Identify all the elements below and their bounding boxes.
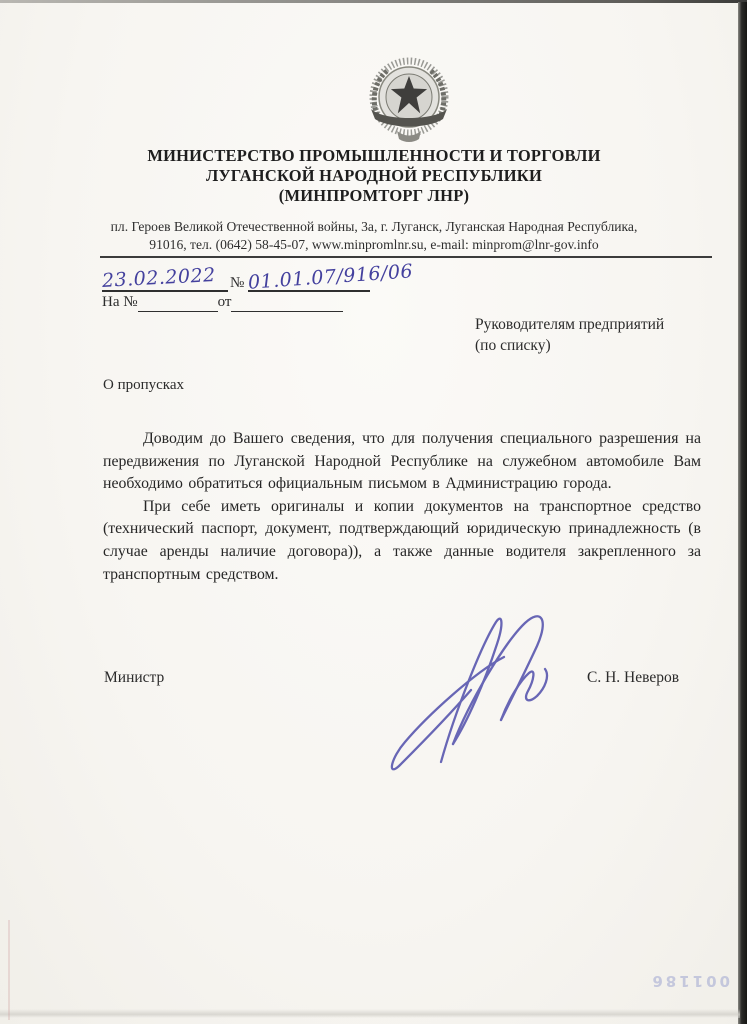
recipient-block	[475, 314, 664, 356]
subject-line: О пропусках	[103, 377, 185, 393]
letterhead-organization	[74, 146, 674, 206]
org-name-line3: (МИНПРОМТОРГ ЛНР)	[278, 186, 470, 205]
reply-reference-line	[102, 294, 370, 312]
handwritten-date: 23.02.2022	[101, 264, 217, 292]
reply-date-blank	[231, 294, 343, 312]
body-paragraph-1: Доводим до Вашего сведения, что для получения специального разрешения на передвижения по Луганской Народной Республике на служебном автомобиле Вам необходимо обратиться официальным письмом в Администрацию города.	[103, 430, 701, 493]
scan-page-number: 001186	[649, 972, 730, 990]
reply-from-label: от	[217, 294, 232, 310]
body-paragraph-2: При себе иметь оригиналы и копии документов на транспортное средство (технический паспорт, документ, подтверждающий юридическую принадлежность (в случае аренды наличие договора)), а также данные водителя закрепленного за транспортным средством.	[103, 497, 701, 583]
handwritten-number: 01.01.07/916/06	[247, 260, 415, 294]
scan-edge-bottom	[0, 1009, 740, 1018]
letter-body	[103, 428, 701, 586]
reply-number-blank	[138, 294, 218, 312]
handwritten-signature-icon	[383, 610, 569, 776]
signer-title: Министр	[104, 669, 165, 686]
address-line2: 91016, тел. (0642) 58-45-07, www.minpromlnr.su, e-mail: minprom@lnr-gov.info	[149, 236, 599, 252]
signer-name: С. Н. Неверов	[587, 669, 680, 686]
date-underline	[101, 264, 228, 292]
org-name-line1: МИНИСТЕРСТВО ПРОМЫШЛЕННОСТИ И ТОРГОВЛИ	[147, 146, 601, 165]
reply-prefix-label: На №	[102, 294, 138, 310]
scan-edge-top	[0, 0, 747, 3]
scan-edge-right	[738, 2, 747, 1024]
recipient-line2: (по списку)	[475, 337, 551, 354]
letterhead-address	[74, 218, 674, 253]
letterhead-divider	[100, 256, 712, 258]
recipient-line1: Руководителям предприятий	[475, 316, 665, 333]
lnr-coat-of-arms-icon	[363, 56, 455, 142]
outgoing-number-line	[101, 260, 415, 294]
address-line1: пл. Героев Великой Отечественной войны, 3а, г. Луганск, Луганская Народная Республика,	[110, 219, 638, 234]
scan-edge-left	[8, 920, 10, 1020]
number-sign: №	[230, 275, 245, 291]
number-underline	[247, 260, 415, 294]
reference-block	[101, 260, 415, 312]
org-name-line2: ЛУГАНСКОЙ НАРОДНОЙ РЕСПУБЛИКИ	[205, 166, 542, 185]
